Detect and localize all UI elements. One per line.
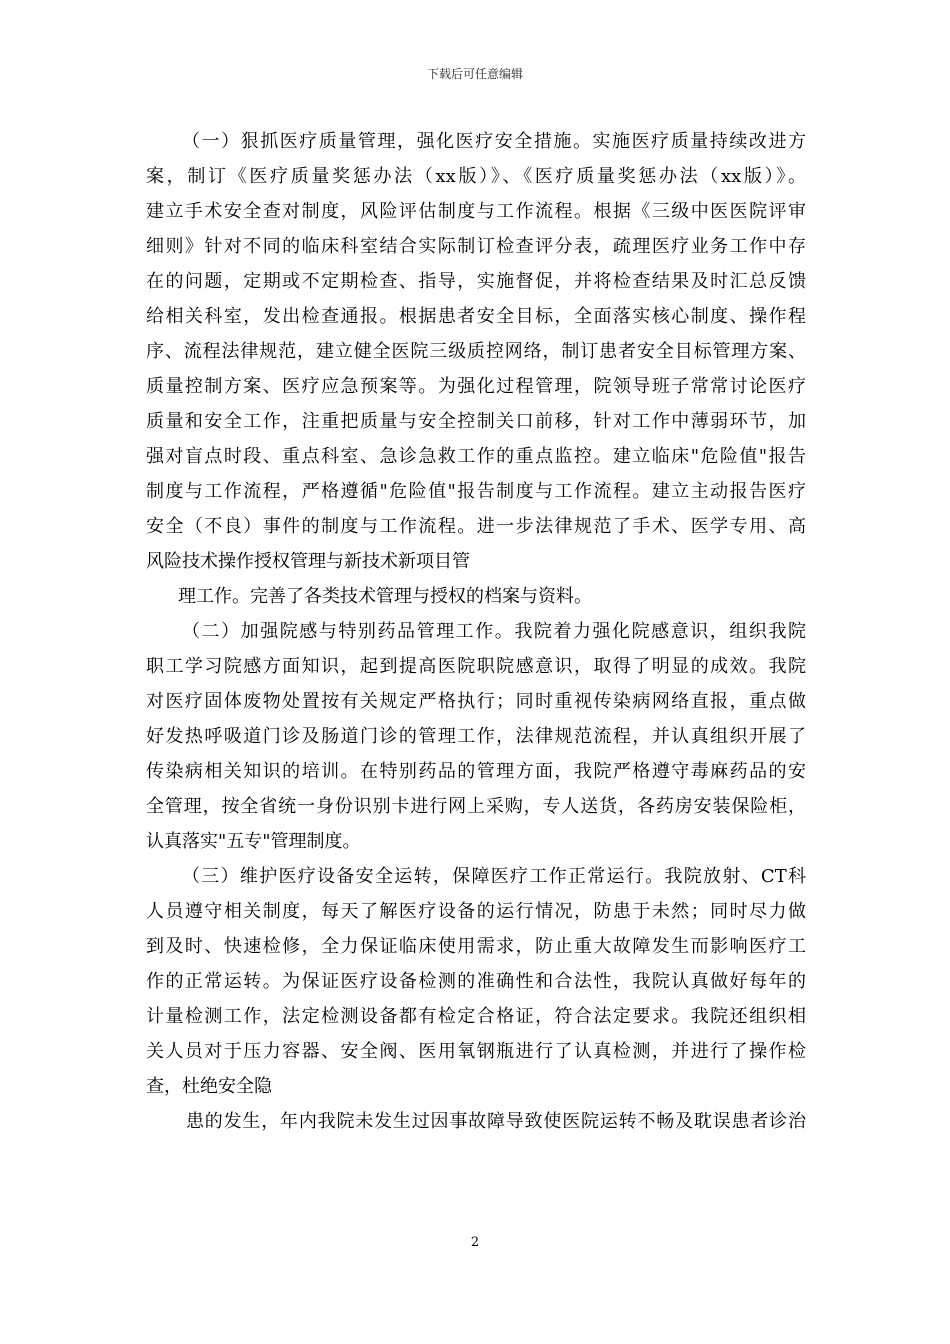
paragraph-line: 给相关科室，发出检查通报。根据患者安全目标，全面落实核心制度、操作程 xyxy=(146,306,806,327)
paragraph-line: 建立手术安全查对制度，风险评估制度与工作流程。根据《三级中医医院评审 xyxy=(146,201,806,222)
paragraph-line: 在的问题，定期或不定期检查、指导，实施督促，并将检查结果及时汇总反馈 xyxy=(146,271,806,292)
paragraph-line: 质量和安全工作，注重把质量与安全控制关口前移，针对工作中薄弱环节，加 xyxy=(146,411,806,432)
page-number: 2 xyxy=(470,1235,480,1250)
paragraph-line: 到及时、快速检修，全力保证临床使用需求，防止重大故障发生而影响医疗工 xyxy=(146,936,806,957)
paragraph-line: 人员遵守相关制度，每天了解医疗设备的运行情况，防患于未然；同时尽力做 xyxy=(146,901,806,922)
paragraph-line: 作的正常运转。为保证医疗设备检测的准确性和合法性，我院认真做好每年的 xyxy=(146,971,806,992)
paragraph-line: 风险技术操作授权管理与新技术新项目管 xyxy=(146,551,470,572)
paragraph-line: （二）加强院感与特别药品管理工作。我院着力强化院感意识，组织我院 xyxy=(182,621,806,642)
page-header: 下载后可任意编辑 xyxy=(426,67,523,81)
paragraph-line: 传染病相关知识的培训。在特别药品的管理方面，我院严格遵守毒麻药品的安 xyxy=(146,761,806,782)
paragraph-line: 对医疗固体废物处置按有关规定严格执行；同时重视传染病网络直报，重点做 xyxy=(146,691,806,712)
paragraph-line: 计量检测工作，法定检测设备都有检定合格证，符合法定要求。我院还组织相 xyxy=(146,1006,806,1027)
paragraph-line: 关人员对于压力容器、安全阀、医用氧钢瓶进行了认真检测，并进行了操作检 xyxy=(146,1041,806,1062)
paragraph-line: 制度与工作流程，严格遵循"危险值"报告制度与工作流程。建立主动报告医疗 xyxy=(146,481,806,502)
paragraph-line: 安全（不良）事件的制度与工作流程。进一步法律规范了手术、医学专用、高 xyxy=(146,516,806,537)
paragraph-line: （一）狠抓医疗质量管理，强化医疗安全措施。实施医疗质量持续改进方 xyxy=(182,131,806,152)
paragraph-line: 强对盲点时段、重点科室、急诊急救工作的重点监控。建立临床"危险值"报告 xyxy=(146,446,806,467)
paragraph-line: 职工学习院感方面知识，起到提高医院职院感意识，取得了明显的成效。我院 xyxy=(146,656,806,677)
paragraph-line: （三）维护医疗设备安全运转，保障医疗工作正常运行。我院放射、CT科 xyxy=(182,866,806,887)
paragraph-line: 全管理，按全省统一身份识别卡进行网上采购，专人送货，各药房安装保险柜， xyxy=(146,796,806,817)
paragraph-line: 序、流程法律规范，建立健全医院三级质控网络，制订患者安全目标管理方案、 xyxy=(146,341,806,362)
paragraph-line: 案，制订《医疗质量奖惩办法（xx版）》、《医疗质量奖惩办法（xx版）》。 xyxy=(146,166,806,187)
paragraph-line: 质量控制方案、医疗应急预案等。为强化过程管理，院领导班子常常讨论医疗 xyxy=(146,376,806,397)
paragraph-line: 查，杜绝安全隐 xyxy=(146,1076,272,1097)
paragraph-line: 患的发生，年内我院未发生过因事故障导致使医院运转不畅及耽误患者诊治 xyxy=(186,1111,806,1132)
document-body xyxy=(146,124,806,1139)
paragraph-line: 认真落实"五专"管理制度。 xyxy=(146,831,361,852)
paragraph-line: 细则》针对不同的临床科室结合实际制订检查评分表，疏理医疗业务工作中存 xyxy=(146,236,806,257)
paragraph-line: 好发热呼吸道门诊及肠道门诊的管理工作，法律规范流程，并认真组织开展了 xyxy=(146,726,806,747)
paragraph-line: 理工作。完善了各类技术管理与授权的档案与资料。 xyxy=(178,586,592,607)
